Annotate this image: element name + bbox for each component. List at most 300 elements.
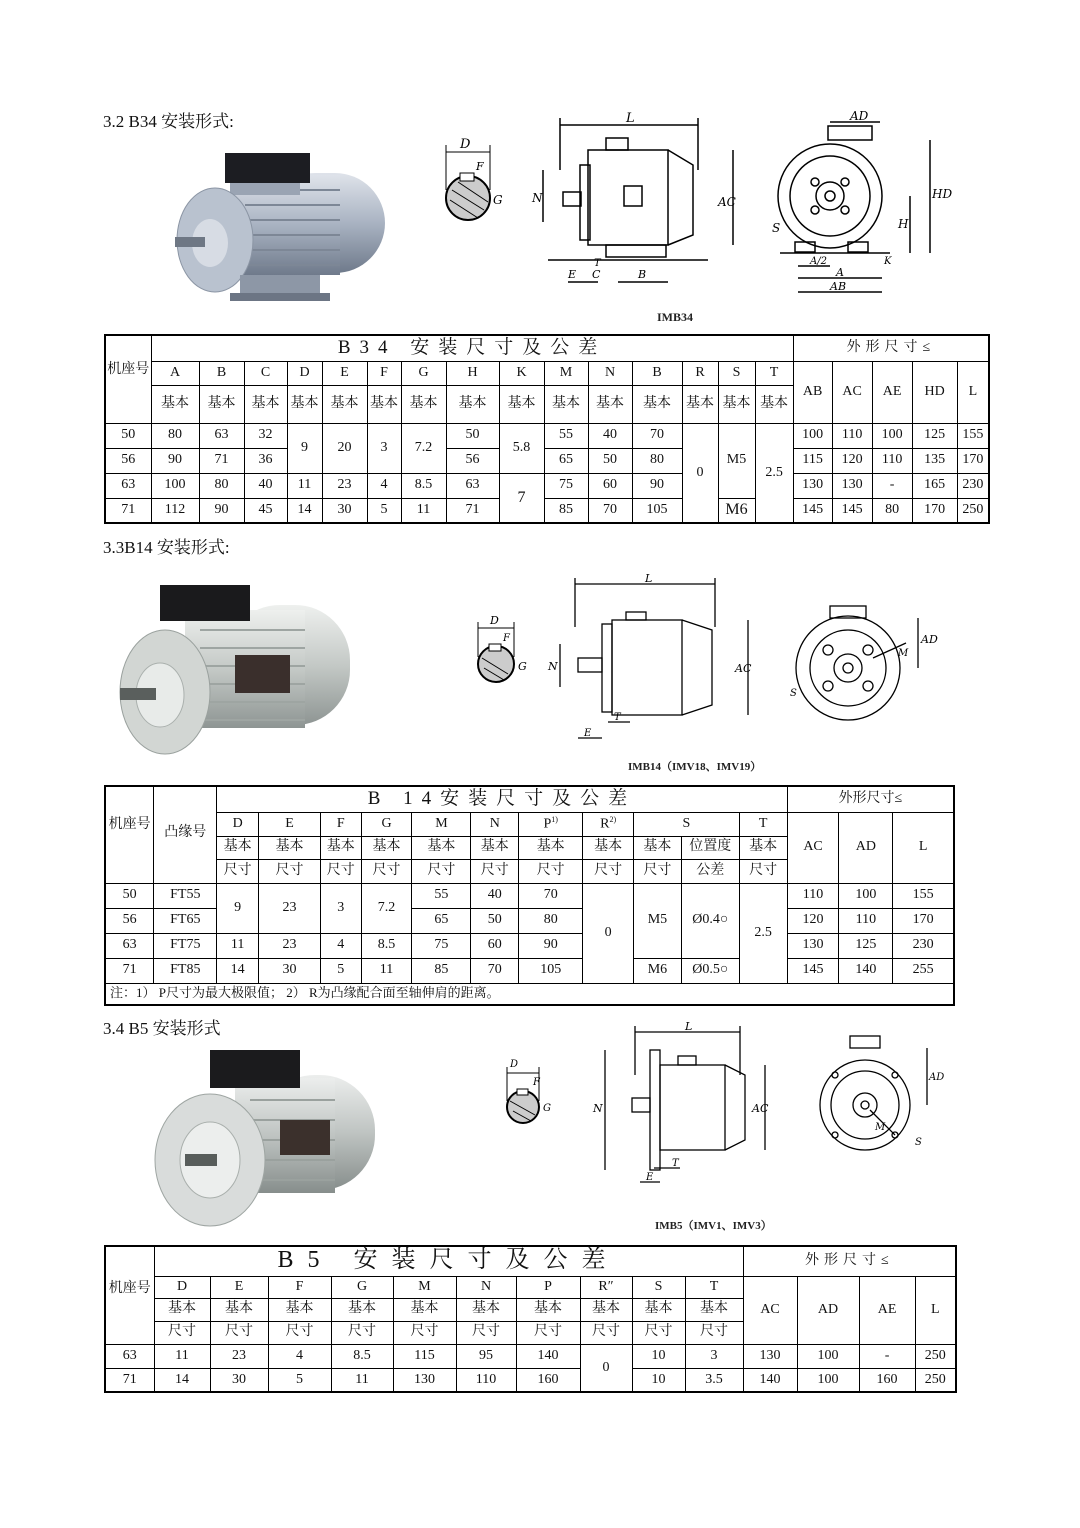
table-cell: 尺寸 — [632, 1321, 685, 1344]
dim-label: AD — [929, 1072, 945, 1083]
basic-label: 基本 — [544, 385, 588, 423]
table-cell: FT65 — [154, 908, 217, 933]
col-header: B — [199, 361, 244, 385]
col-header: M — [412, 812, 471, 836]
table-cell: 14 — [154, 1368, 210, 1392]
table-cell: 5 — [367, 498, 401, 523]
side-view-drawing-b5 — [590, 1020, 790, 1190]
table-cell: 71 — [199, 448, 244, 473]
table-cell: FT75 — [154, 933, 217, 958]
table-cell: 基本 — [632, 1298, 685, 1321]
table-cell: 95 — [456, 1344, 516, 1368]
table-cell: 基本 — [685, 1298, 743, 1321]
table-cell: M5 — [718, 423, 755, 498]
basic-label: 基本 — [287, 385, 322, 423]
table-cell: 基本 — [210, 1298, 268, 1321]
table-cell: 55 — [544, 423, 588, 448]
table-cell: 125 — [912, 423, 957, 448]
col-header: L — [957, 361, 989, 423]
dim-label: G — [518, 660, 527, 673]
table-cell: 尺寸 — [412, 859, 471, 883]
col-header: F — [367, 361, 401, 385]
table-cell: 尺寸 — [258, 859, 320, 883]
table-cell: 10 — [632, 1344, 685, 1368]
table-cell: 145 — [787, 958, 839, 983]
table-cell: 7.2 — [361, 883, 412, 933]
table-cell: 基本 — [393, 1298, 456, 1321]
table-cell: 110 — [832, 423, 872, 448]
col-header: AD — [797, 1276, 859, 1344]
frame-header: 机座号 — [105, 786, 154, 883]
table-cell: 140 — [516, 1344, 580, 1368]
table-cell: 尺寸 — [268, 1321, 331, 1344]
table-cell: 3 — [367, 423, 401, 473]
section-title-b5: 3.4 B5 安装形式 — [103, 1019, 221, 1038]
table-cell: 90 — [519, 933, 583, 958]
table-cell: 11 — [287, 473, 322, 498]
table-cell: 63 — [105, 473, 151, 498]
table-cell: 30 — [210, 1368, 268, 1392]
basic-label: 基本 — [244, 385, 287, 423]
table-cell: Ø0.4○ — [681, 883, 739, 958]
table-cell: 160 — [516, 1368, 580, 1392]
table-cell: 50 — [471, 908, 519, 933]
dim-label: AC — [718, 195, 736, 209]
table-cell: 140 — [743, 1368, 797, 1392]
table-cell: 尺寸 — [739, 859, 787, 883]
col-header: G — [401, 361, 446, 385]
table-row — [105, 958, 954, 983]
table-cell: 30 — [322, 498, 367, 523]
table-cell: 63 — [199, 423, 244, 448]
dim-label: F — [533, 1077, 540, 1088]
col-header: AD — [839, 812, 893, 883]
dim-label: F — [476, 160, 484, 173]
col-header: K — [499, 361, 544, 385]
table-cell: FT85 — [154, 958, 217, 983]
col-header: AE — [859, 1276, 915, 1344]
table-cell: 110 — [787, 883, 839, 908]
table-cell: 尺寸 — [634, 859, 682, 883]
table-cell: 尺寸 — [580, 1321, 632, 1344]
col-header: H — [446, 361, 499, 385]
col-header: F — [320, 812, 361, 836]
table-note: 注：1） P尺寸为最大极限值； 2） R为凸缘配合面至轴伸肩的距离。 — [105, 983, 954, 1005]
table-cell: 5 — [268, 1368, 331, 1392]
col-header: R — [682, 361, 718, 385]
table-cell: 9 — [287, 423, 322, 473]
table-cell: 80 — [199, 473, 244, 498]
table-cell: 尺寸 — [217, 859, 259, 883]
table-cell: 5 — [320, 958, 361, 983]
table-cell: 70 — [632, 423, 682, 448]
outline-title: 外形尺寸≤ — [743, 1246, 956, 1276]
table-cell: 70 — [471, 958, 519, 983]
table-cell: 23 — [322, 473, 367, 498]
col-header: AC — [832, 361, 872, 423]
table-cell: 尺寸 — [516, 1321, 580, 1344]
section-title-b14: 3.3B14 安装形式: — [103, 538, 230, 557]
table-row — [105, 883, 954, 908]
dim-label: F — [503, 633, 510, 644]
table-cell: 尺寸 — [471, 859, 519, 883]
dim-label: D — [510, 1059, 519, 1070]
table-cell: 40 — [244, 473, 287, 498]
col-header: AC — [787, 812, 839, 883]
table-cell: 基本 — [471, 836, 519, 859]
table-cell: 基本 — [258, 836, 320, 859]
col-header: N — [471, 812, 519, 836]
table-cell: 115 — [793, 448, 832, 473]
table-cell: 尺寸 — [320, 859, 361, 883]
table-cell: 70 — [588, 498, 632, 523]
table-cell: 8.5 — [401, 473, 446, 498]
table-cell: 10 — [632, 1368, 685, 1392]
table-cell: 130 — [832, 473, 872, 498]
table-cell: 3.5 — [685, 1368, 743, 1392]
table-cell: 110 — [839, 908, 893, 933]
frame-header: 机座号 — [105, 335, 151, 423]
table-cell: 8.5 — [331, 1344, 393, 1368]
col-header: AB — [793, 361, 832, 423]
table-cell: 250 — [915, 1344, 956, 1368]
table-cell: 100 — [793, 423, 832, 448]
dim-label: E — [584, 728, 592, 739]
col-header: S — [634, 812, 740, 836]
dim-label: AD — [850, 109, 869, 123]
table-cell: 250 — [957, 498, 989, 523]
dim-label: AC — [735, 662, 752, 675]
table-row — [105, 423, 989, 448]
table-cell: 0 — [682, 423, 718, 523]
table-cell: 9 — [217, 883, 259, 933]
basic-label: 基本 — [718, 385, 755, 423]
table-cell: M6 — [718, 498, 755, 523]
dim-label: L — [685, 1020, 693, 1033]
dim-label: B — [638, 268, 647, 281]
table-cell: 90 — [199, 498, 244, 523]
table-cell: 基本 — [580, 1298, 632, 1321]
shaft-section-b5 — [495, 1055, 560, 1130]
table-cell: 105 — [519, 958, 583, 983]
table-cell: 170 — [912, 498, 957, 523]
dim-label: T — [614, 712, 621, 723]
table-cell: 120 — [832, 448, 872, 473]
b14-dimension-table — [104, 785, 955, 1006]
table-row — [105, 933, 954, 958]
table-cell: 2.5 — [739, 883, 787, 983]
basic-label: 基本 — [682, 385, 718, 423]
table-cell: 3 — [320, 883, 361, 933]
dim-label: A/2 — [810, 256, 827, 267]
dim-label: E — [646, 1172, 654, 1183]
table-title: B5 安装尺寸及公差 — [154, 1246, 743, 1276]
table-cell: 50 — [105, 883, 154, 908]
table-note-row — [105, 983, 954, 1005]
shaft-section-b34 — [438, 130, 508, 230]
basic-label: 基本 — [199, 385, 244, 423]
table-cell: 2.5 — [755, 423, 793, 523]
table-cell: 23 — [258, 933, 320, 958]
table-row — [105, 498, 989, 523]
table-cell: 50 — [588, 448, 632, 473]
table-cell: 尺寸 — [361, 859, 412, 883]
b34-dimension-table — [104, 334, 990, 524]
table-cell: 基本 — [412, 836, 471, 859]
dim-label: C — [592, 268, 601, 281]
dim-label: G — [543, 1103, 551, 1114]
table-cell: 尺寸 — [519, 859, 583, 883]
dim-label: M — [898, 648, 909, 659]
basic-label: 基本 — [588, 385, 632, 423]
table-cell: 50 — [446, 423, 499, 448]
table-cell: 75 — [412, 933, 471, 958]
table-cell: 公差 — [681, 859, 739, 883]
table-cell: 155 — [893, 883, 954, 908]
dim-label: N — [593, 1102, 603, 1115]
table-cell: 130 — [793, 473, 832, 498]
dim-label: L — [645, 572, 653, 585]
table-cell: 110 — [456, 1368, 516, 1392]
table-cell: 11 — [331, 1368, 393, 1392]
dim-label: T — [594, 258, 601, 269]
table-cell: 255 — [893, 958, 954, 983]
flange-header: 凸缘号 — [154, 786, 217, 883]
dim-label: H — [898, 217, 909, 231]
table-cell: 105 — [632, 498, 682, 523]
table-cell: 8.5 — [361, 933, 412, 958]
table-cell: 135 — [912, 448, 957, 473]
table-cell: - — [872, 473, 912, 498]
col-header: HD — [912, 361, 957, 423]
col-header: E — [210, 1276, 268, 1298]
table-cell: 14 — [287, 498, 322, 523]
end-view-drawing-b5 — [815, 1030, 945, 1160]
col-header: N — [588, 361, 632, 385]
table-cell: 80 — [632, 448, 682, 473]
col-header: T — [685, 1276, 743, 1298]
table-cell: 50 — [105, 423, 151, 448]
dim-label: M — [875, 1122, 886, 1133]
table-cell: 100 — [151, 473, 199, 498]
table-cell: 250 — [915, 1368, 956, 1392]
table-cell: 尺寸 — [331, 1321, 393, 1344]
table-cell: 100 — [839, 883, 893, 908]
table-cell: 基本 — [268, 1298, 331, 1321]
outline-title: 外形尺寸≤ — [787, 786, 954, 812]
figure-caption-b34: IMB34 — [657, 310, 693, 324]
table-cell: Ø0.5○ — [681, 958, 739, 983]
col-header: S — [718, 361, 755, 385]
dim-label: L — [626, 111, 635, 126]
dim-label: G — [493, 193, 503, 207]
dim-label: AC — [752, 1102, 769, 1115]
col-header: $R^{2)}$ — [583, 812, 634, 836]
table-cell: 130 — [743, 1344, 797, 1368]
table-cell: 130 — [393, 1368, 456, 1392]
table-cell: 56 — [105, 448, 151, 473]
col-header: E — [322, 361, 367, 385]
dim-label: AD — [921, 633, 938, 646]
table-cell: 100 — [872, 423, 912, 448]
col-header: C — [244, 361, 287, 385]
table-cell: 基本 — [154, 1298, 210, 1321]
table-cell: 60 — [588, 473, 632, 498]
table-cell: 140 — [839, 958, 893, 983]
table-cell: 尺寸 — [210, 1321, 268, 1344]
table-cell: 63 — [446, 473, 499, 498]
table-cell: 165 — [912, 473, 957, 498]
outline-title: 外形尺寸≤ — [793, 335, 989, 361]
col-header: B — [632, 361, 682, 385]
table-cell: 4 — [320, 933, 361, 958]
motor-photo-b14 — [115, 580, 360, 765]
section-title-b34: 3.2 B34 安装形式: — [103, 112, 234, 131]
table-cell: 65 — [412, 908, 471, 933]
table-cell: 145 — [832, 498, 872, 523]
table-cell: 5.8 — [499, 423, 544, 473]
table-cell: 基本 — [331, 1298, 393, 1321]
table-title: B34 安装尺寸及公差 — [151, 335, 793, 361]
col-header: E — [258, 812, 320, 836]
table-cell: 尺寸 — [583, 859, 634, 883]
col-header: A — [151, 361, 199, 385]
table-cell: 23 — [258, 883, 320, 933]
table-cell: 145 — [793, 498, 832, 523]
table-cell: 尺寸 — [393, 1321, 456, 1344]
table-cell: 56 — [105, 908, 154, 933]
dim-label: AB — [830, 280, 847, 293]
table-cell: 56 — [446, 448, 499, 473]
dim-label: HD — [932, 187, 953, 201]
table-cell: M6 — [634, 958, 682, 983]
table-cell: 40 — [588, 423, 632, 448]
col-header: $P^{1)}$ — [519, 812, 583, 836]
col-header: D — [217, 812, 259, 836]
table-row — [105, 1368, 956, 1392]
table-cell: 尺寸 — [456, 1321, 516, 1344]
basic-label: 基本 — [367, 385, 401, 423]
table-cell: 130 — [787, 933, 839, 958]
table-cell: 40 — [471, 883, 519, 908]
dim-label: K — [884, 256, 892, 267]
table-cell: 71 — [105, 498, 151, 523]
table-cell: 100 — [797, 1368, 859, 1392]
basic-label: 基本 — [151, 385, 199, 423]
end-view-drawing-b14 — [788, 598, 938, 728]
col-header: N — [456, 1276, 516, 1298]
table-cell: 基本 — [516, 1298, 580, 1321]
dim-label: N — [548, 660, 558, 673]
dim-label: S — [790, 688, 797, 699]
table-cell: 80 — [872, 498, 912, 523]
dim-label: D — [460, 137, 471, 152]
col-header: D — [287, 361, 322, 385]
shaft-section-b14 — [468, 612, 538, 692]
table-cell: 尺寸 — [154, 1321, 210, 1344]
col-header: F — [268, 1276, 331, 1298]
table-cell: 63 — [105, 1344, 154, 1368]
table-cell: 170 — [893, 908, 954, 933]
motor-photo-b34 — [170, 145, 400, 310]
table-cell: 100 — [797, 1344, 859, 1368]
dim-label: T — [672, 1158, 679, 1169]
table-cell: 80 — [151, 423, 199, 448]
col-header: AE — [872, 361, 912, 423]
table-cell: 23 — [210, 1344, 268, 1368]
side-view-drawing-b34 — [528, 110, 748, 300]
motor-photo-b5 — [155, 1050, 385, 1230]
table-cell: 170 — [957, 448, 989, 473]
basic-label: 基本 — [499, 385, 544, 423]
table-cell: 基本 — [320, 836, 361, 859]
table-cell: 11 — [217, 933, 259, 958]
table-cell: 71 — [105, 958, 154, 983]
table-cell: M5 — [634, 883, 682, 958]
side-view-drawing-b14 — [540, 572, 760, 752]
col-header: T — [755, 361, 793, 385]
table-cell: 7 — [499, 473, 544, 523]
table-row — [105, 473, 989, 498]
table-cell: 45 — [244, 498, 287, 523]
dim-label: E — [568, 268, 577, 281]
table-cell: 70 — [519, 883, 583, 908]
table-cell: 63 — [105, 933, 154, 958]
table-cell: 112 — [151, 498, 199, 523]
table-cell: 0 — [583, 883, 634, 983]
frame-header: 机座号 — [105, 1246, 154, 1344]
table-cell: 36 — [244, 448, 287, 473]
table-cell: 110 — [872, 448, 912, 473]
table-cell: 125 — [839, 933, 893, 958]
table-cell: 4 — [268, 1344, 331, 1368]
table-row — [105, 448, 989, 473]
dim-label: A — [836, 266, 844, 279]
basic-label: 基本 — [401, 385, 446, 423]
table-cell: 85 — [412, 958, 471, 983]
table-cell: 3 — [685, 1344, 743, 1368]
table-cell: 32 — [244, 423, 287, 448]
figure-caption-b14: IMB14（IMV18、IMV19） — [628, 761, 762, 773]
table-cell: 基本 — [634, 836, 682, 859]
col-header: D — [154, 1276, 210, 1298]
table-cell: 30 — [258, 958, 320, 983]
end-view-drawing-b34 — [770, 108, 953, 303]
col-header: AC — [743, 1276, 797, 1344]
table-cell: 基本 — [519, 836, 583, 859]
dim-label: S — [772, 221, 781, 235]
table-cell: 230 — [893, 933, 954, 958]
col-header: P — [516, 1276, 580, 1298]
table-cell: 7.2 — [401, 423, 446, 473]
table-cell: 85 — [544, 498, 588, 523]
table-cell: 20 — [322, 423, 367, 473]
table-cell: 65 — [544, 448, 588, 473]
col-header: L — [915, 1276, 956, 1344]
table-cell: 基本 — [217, 836, 259, 859]
table-cell: 120 — [787, 908, 839, 933]
table-row — [105, 1344, 956, 1368]
col-header: G — [331, 1276, 393, 1298]
col-header: M — [544, 361, 588, 385]
table-cell: 尺寸 — [685, 1321, 743, 1344]
table-title: B 14安装尺寸及公差 — [217, 786, 787, 812]
basic-label: 基本 — [755, 385, 793, 423]
basic-label: 基本 — [322, 385, 367, 423]
table-cell: 位置度 — [681, 836, 739, 859]
basic-label: 基本 — [446, 385, 499, 423]
table-cell: 11 — [401, 498, 446, 523]
